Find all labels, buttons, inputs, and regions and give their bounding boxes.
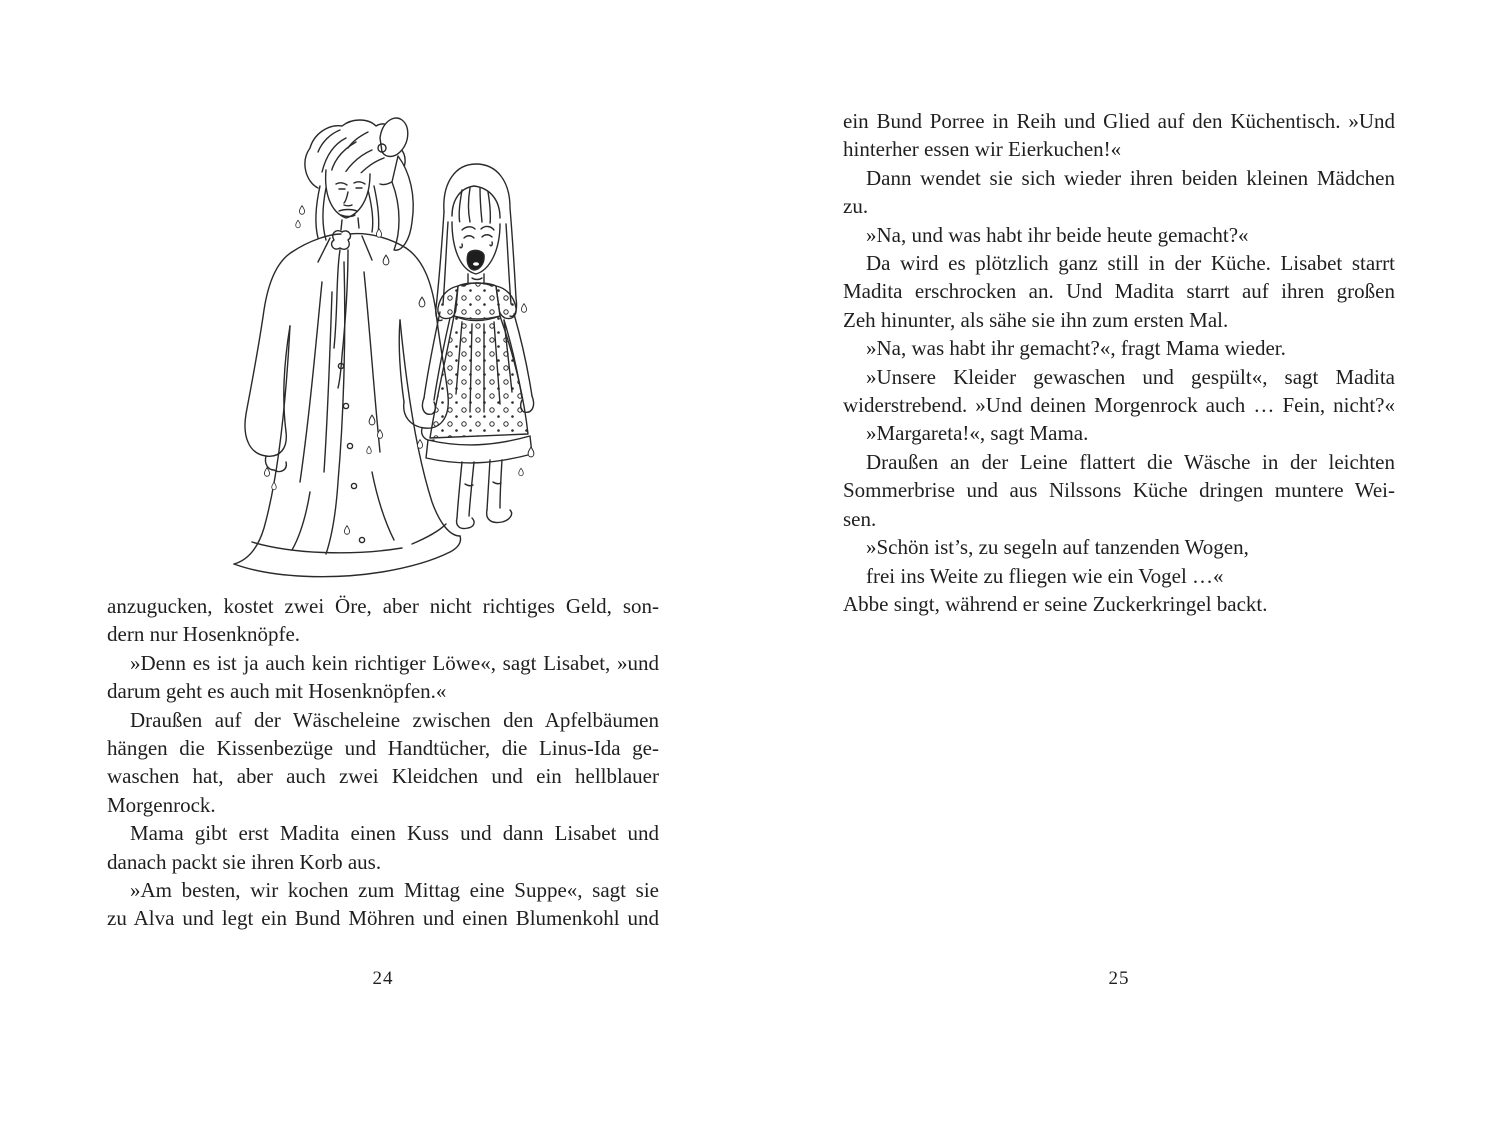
text-line: Draußen auf der Wäscheleine zwischen den Apfelbäumen: [130, 707, 659, 732]
text-line: Morgenrock.: [107, 792, 216, 817]
text-line: hängen die Kissenbezüge und Handtücher, die Linus-Ida ge-: [107, 736, 659, 761]
text-line: »Margareta!«, sagt Mama.: [866, 421, 1089, 446]
text-line: Sommerbrise und aus Nilssons Küche dringen muntere Wei-: [843, 478, 1395, 503]
text-line: Mama gibt erst Madita einen Kuss und dann Lisabet und: [130, 821, 659, 846]
text-line: dern nur Hosenknöpfe.: [107, 622, 301, 647]
text-line: hinterher essen wir Eierkuchen!«: [843, 137, 1122, 162]
text-line: »Schön ist’s, zu segeln auf tanzenden Wogen,: [866, 535, 1249, 560]
text-line: ein Bund Porree in Reih und Glied auf den Küchentisch. »Und: [843, 109, 1395, 133]
text-line: anzugucken, kostet zwei Öre, aber nicht richtiges Geld, son-: [107, 594, 659, 618]
text-line: Zeh hinunter, als sähe sie ihn zum ersten Mal.: [843, 307, 1229, 332]
text-line: »Am besten, wir kochen zum Mittag eine Suppe«, sagt sie: [130, 878, 659, 903]
right-page-number: 25: [1108, 968, 1130, 989]
text-line: Madita erschrocken an. Und Madita starrt auf ihren großen: [843, 279, 1395, 304]
text-line: zu.: [843, 194, 869, 219]
right-page: [750, 0, 1500, 1140]
left-page-text: [107, 592, 659, 933]
text-line: Draußen an der Leine flattert die Wäsche in der leichten: [866, 449, 1395, 474]
right-page-text: [843, 107, 1395, 618]
illustration-two-wet-girls: [222, 112, 584, 580]
text-line: widerstrebend. »Und deinen Morgenrock auch … Fein, nicht?«: [843, 393, 1395, 418]
text-line: frei ins Weite zu fliegen wie ein Vogel …«: [866, 563, 1224, 588]
text-line: Da wird es plötzlich ganz still in der Küche. Lisabet starrt: [866, 251, 1395, 276]
text-line: »Na, und was habt ihr beide heute gemacht?«: [866, 222, 1249, 247]
text-line: sen.: [843, 506, 877, 531]
text-line: »Denn es ist ja auch kein richtiger Löwe«, sagt Lisabet, »und: [130, 650, 659, 675]
madita-figure: [234, 118, 461, 577]
text-line: darum geht es auch mit Hosenknöpfen.«: [107, 679, 447, 704]
text-line: »Na, was habt ihr gemacht?«, fragt Mama wieder.: [866, 336, 1286, 361]
text-line: waschen hat, aber auch zwei Kleidchen und ein hellblauer: [107, 764, 659, 789]
text-line: zu Alva und legt ein Bund Möhren und einen Blumenkohl und: [107, 906, 659, 931]
text-line: danach packt sie ihren Korb aus.: [107, 849, 382, 874]
text-line: Abbe singt, während er seine Zuckerkringel backt.: [843, 591, 1268, 616]
text-line: Dann wendet sie sich wieder ihren beiden kleinen Mädchen: [866, 165, 1395, 190]
left-page-number: 24: [372, 968, 394, 989]
text-line: »Unsere Kleider gewaschen und gespült«, sagt Madita: [866, 364, 1395, 389]
